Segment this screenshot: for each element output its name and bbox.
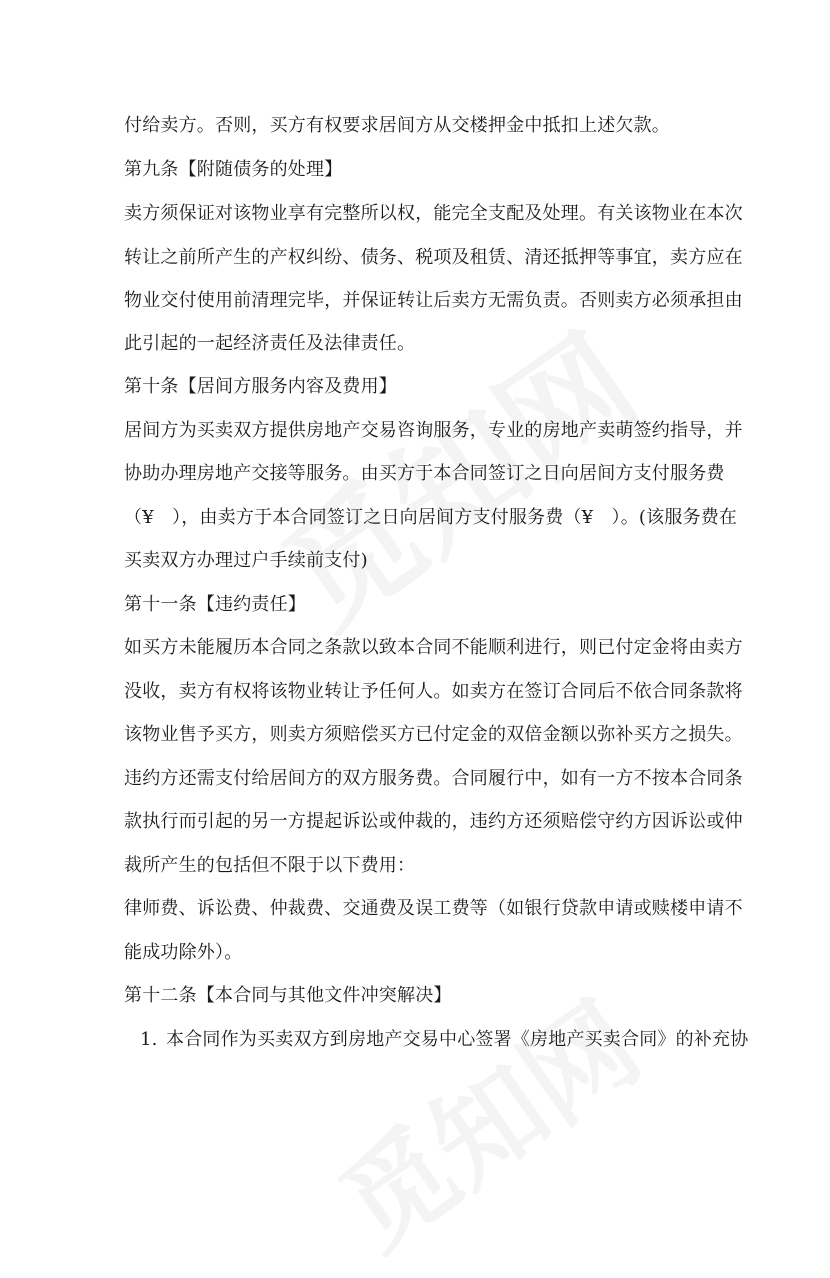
section-heading-11: 第十一条【违约责任】 [124,594,306,615]
paragraph-line: （¥ ），由卖方于本合同签订之日向居间方支付服务费（¥ ）。(该服务费在 [124,507,738,528]
paragraph-line: 律师费、诉讼费、仲裁费、交通费及误工费等（如银行贷款申请或赎楼申请不 [124,898,743,919]
paragraph-line: 居间方为买卖双方提供房地产交易咨询服务，专业的房地产卖萌签约指导，并 [124,420,743,441]
section-heading-10: 第十条【居间方服务内容及费用】 [124,376,397,397]
section-heading-9: 第九条【附随债务的处理】 [124,159,343,180]
paragraph-line: 款执行而引起的另一方提起诉讼或仲裁的，违约方还须赔偿守约方因诉讼或仲 [124,811,743,832]
paragraph-line: 如买方未能履历本合同之条款以致本合同不能顺利进行，则已付定金将由卖方 [124,637,743,658]
paragraph-line: 能成功除外）。 [124,942,243,963]
paragraph-line: 卖方须保证对该物业享有完整所以权，能完全支配及处理。有关该物业在本次 [124,203,743,224]
section-heading-12: 第十二条【本合同与其他文件冲突解决】 [124,985,452,1006]
paragraph-line: 违约方还需支付给居间方的双方服务费。合同履行中，如有一方不按本合同条 [124,768,743,789]
paragraph-line: 协助办理房地产交接等服务。由买方于本合同签订之日向居间方支付服务费 [124,463,725,484]
watermark [305,960,666,1278]
paragraph-line: 此引起的一起经济责任及法律责任。 [124,333,416,354]
paragraph-line: 物业交付使用前清理完毕，并保证转让后卖方无需负责。否则卖方必须承担由 [124,290,743,311]
list-item-number: 1. [140,1029,158,1050]
list-item [140,1029,748,1051]
paragraph-line: 该物业售予买方，则卖方须赔偿买方已付定金的双倍金额以弥补买方之损失。 [124,724,743,745]
paragraph-line: 买卖双方办理过户手续前支付) [124,550,368,571]
paragraph-line: 没收，卖方有权将该物业转让予任何人。如卖方在签订合同后不依合同条款将 [124,681,743,702]
paragraph-line: 裁所产生的包括但不限于以下费用： [124,855,416,876]
paragraph-line: 付给卖方。否则，买方有权要求居间方从交楼押金中抵扣上述欠款。 [124,115,670,136]
paragraph-line: 转让之前所产生的产权纠纷、债务、税项及租赁、清还抵押等事宜，卖方应在 [124,247,743,268]
list-item-text: 本合同作为买卖双方到房地产交易中心签署《房地产买卖合同》的补充协 [166,1029,749,1050]
